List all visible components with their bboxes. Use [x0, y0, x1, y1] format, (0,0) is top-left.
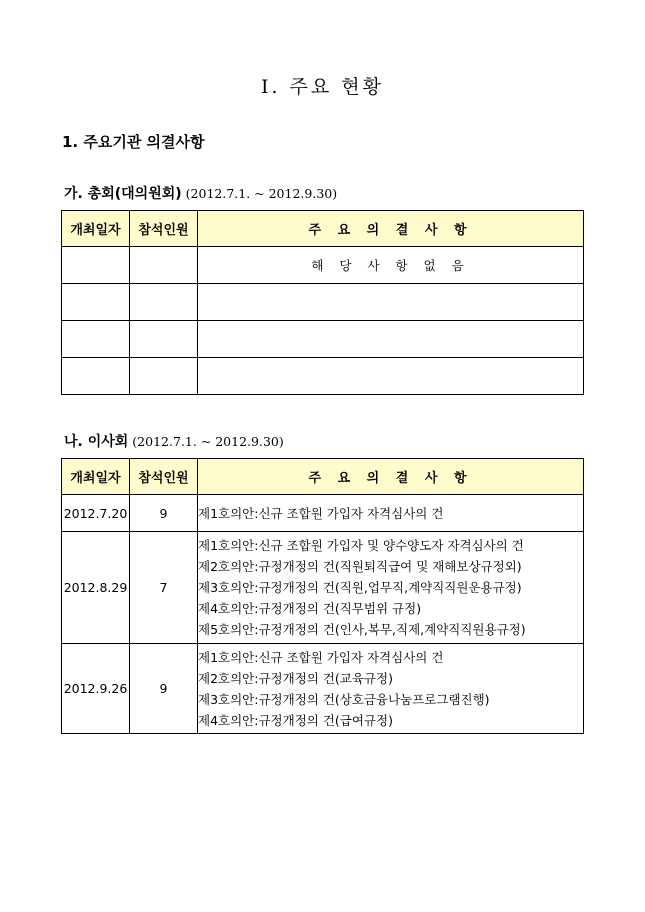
resolution-item: 제3호의안:규정개정의 건(상호금융나눔프로그램진행) — [198, 691, 490, 707]
board-heading — [64, 431, 284, 451]
general-meeting-label: 가. 총회(대의원회) — [64, 186, 182, 202]
resolution-list — [198, 495, 584, 532]
table-cell — [62, 321, 130, 358]
resolution-item: 제1호의안:신규 조합원 가입자 및 양수양도자 자격심사의 건 — [198, 538, 524, 553]
meeting-date: 2012.8.29 — [62, 532, 130, 644]
board-label: 나. 이사회 — [64, 434, 129, 450]
table-cell — [130, 284, 198, 321]
table-cell — [130, 321, 198, 358]
resolution-list — [198, 644, 584, 734]
header-resolutions: 주 요 의 결 사 항 — [198, 459, 584, 495]
table-header-row — [62, 211, 584, 247]
table-row — [62, 247, 584, 284]
resolution-item: 제4호의안:규정개정의 건(급여규정) — [198, 712, 393, 728]
table-cell — [198, 358, 584, 395]
table-row — [62, 644, 584, 734]
general-meeting-table — [61, 210, 584, 395]
resolution-item: 제2호의안:규정개정의 건(직원퇴직급여 및 재해보상규정외) — [198, 559, 522, 574]
header-resolutions: 주 요 의 결 사 항 — [198, 211, 584, 247]
table-cell — [198, 284, 584, 321]
resolution-list — [198, 532, 584, 644]
table-row — [62, 321, 584, 358]
header-date: 개최일자 — [62, 211, 130, 247]
no-items-text: 해 당 사 항 없 음 — [198, 247, 584, 284]
general-meeting-heading — [64, 183, 337, 203]
resolution-item: 제5호의안:규정개정의 건(인사,복무,직제,계약직직원용규정) — [198, 622, 526, 637]
table-cell — [198, 321, 584, 358]
table-row — [62, 532, 584, 644]
table-cell — [62, 247, 130, 284]
header-attendees: 참석인원 — [130, 459, 198, 495]
table-cell — [130, 358, 198, 395]
resolution-item: 제1호의안:신규 조합원 가입자 자격심사의 건 — [198, 649, 444, 665]
board-period: (2012.7.1. ~ 2012.9.30) — [132, 434, 284, 449]
meeting-date: 2012.9.26 — [62, 644, 130, 734]
general-meeting-period: (2012.7.1. ~ 2012.9.30) — [185, 186, 338, 201]
resolution-item: 제3호의안:규정개정의 건(직원,업무직,계약직직원운용규정) — [198, 580, 522, 595]
table-header-row — [62, 459, 584, 495]
attendee-count: 9 — [130, 644, 198, 734]
header-date: 개최일자 — [62, 459, 130, 495]
table-cell — [130, 247, 198, 284]
section-heading: 1. 주요기관 의결사항 — [62, 133, 205, 151]
resolution-item: 제1호의안:신규 조합원 가입자 자격심사의 건 — [198, 505, 444, 521]
table-row — [62, 284, 584, 321]
meeting-date: 2012.7.20 — [62, 495, 130, 532]
table-cell — [62, 358, 130, 395]
table-row — [62, 495, 584, 532]
page-title: Ⅰ. 주요 현황 — [260, 76, 385, 98]
attendee-count: 9 — [130, 495, 198, 532]
resolution-item: 제4호의안:규정개정의 건(직무범위 규정) — [198, 601, 422, 616]
board-table — [61, 458, 584, 734]
table-row — [62, 358, 584, 395]
resolution-item: 제2호의안:규정개정의 건(교육규정) — [198, 670, 393, 686]
table-cell — [62, 284, 130, 321]
header-attendees: 참석인원 — [130, 211, 198, 247]
attendee-count: 7 — [130, 532, 198, 644]
